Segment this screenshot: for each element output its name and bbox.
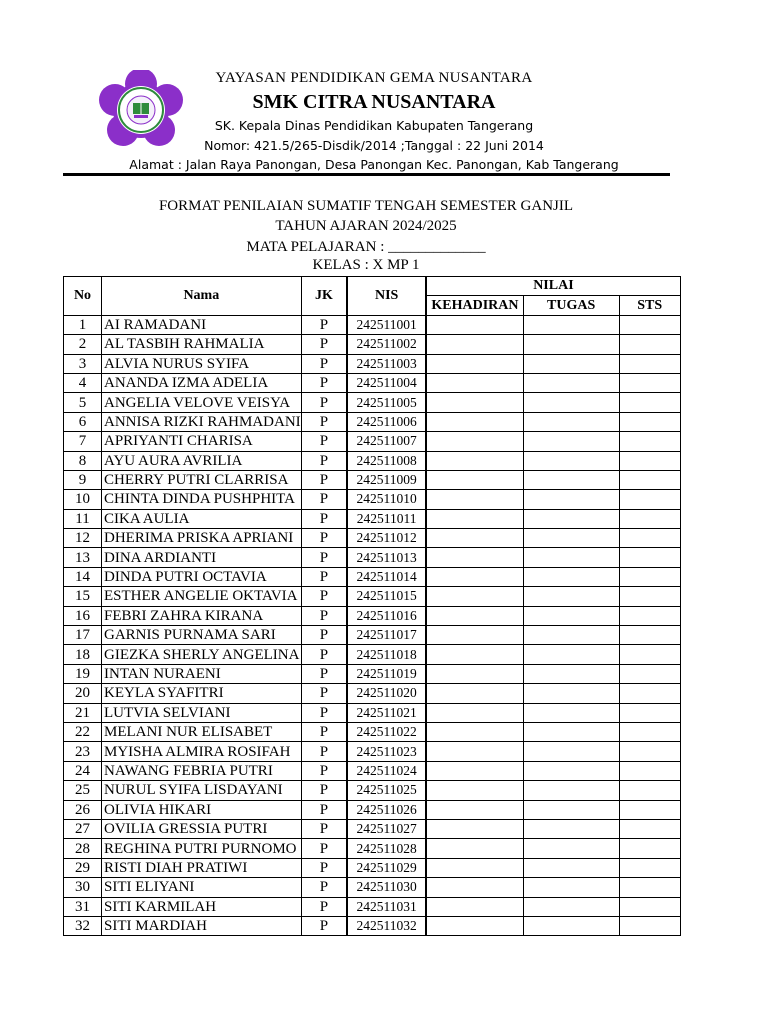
table-row — [64, 335, 681, 354]
col-header-nilai: NILAI — [426, 277, 680, 296]
sts-cell[interactable] — [619, 315, 680, 334]
student-gender: P — [301, 606, 347, 625]
student-gender: P — [301, 664, 347, 683]
student-nis: 242511020 — [347, 684, 426, 703]
school-address: Alamat : Jalan Raya Panongan, Desa Panongan Kec. Panongan, Kab Tangerang — [129, 157, 619, 172]
table-row — [64, 509, 681, 528]
table-row — [64, 393, 681, 412]
tugas-cell[interactable] — [523, 684, 619, 703]
student-name: MYISHA ALMIRA ROSIFAH — [102, 742, 302, 761]
student-name: CHERRY PUTRI CLARRISA — [102, 470, 302, 489]
col-header-nama: Nama — [102, 277, 302, 316]
row-number: 24 — [64, 761, 102, 780]
row-number: 32 — [64, 916, 102, 935]
sts-cell[interactable] — [619, 509, 680, 528]
sts-cell[interactable] — [619, 490, 680, 509]
kehadiran-cell[interactable] — [426, 761, 523, 780]
sts-cell[interactable] — [619, 916, 680, 935]
table-row — [64, 761, 681, 780]
tugas-cell[interactable] — [523, 800, 619, 819]
sts-cell[interactable] — [619, 393, 680, 412]
col-header-jk: JK — [301, 277, 347, 316]
tugas-cell[interactable] — [523, 315, 619, 334]
student-nis: 242511018 — [347, 645, 426, 664]
table-row — [64, 703, 681, 722]
student-name: ESTHER ANGELIE OKTAVIA — [102, 587, 302, 606]
student-nis: 242511028 — [347, 839, 426, 858]
sts-cell[interactable] — [619, 897, 680, 916]
col-header-sts: STS — [619, 296, 680, 315]
kehadiran-cell[interactable] — [426, 781, 523, 800]
student-gender: P — [301, 587, 347, 606]
kehadiran-cell[interactable] — [426, 412, 523, 431]
tugas-cell[interactable] — [523, 761, 619, 780]
row-number: 21 — [64, 703, 102, 722]
tugas-cell[interactable] — [523, 548, 619, 567]
student-name: ANGELIA VELOVE VEISYA — [102, 393, 302, 412]
kehadiran-cell[interactable] — [426, 819, 523, 838]
tugas-cell[interactable] — [523, 897, 619, 916]
table-row — [64, 858, 681, 877]
table-row — [64, 897, 681, 916]
student-gender: P — [301, 645, 347, 664]
row-number: 23 — [64, 742, 102, 761]
student-name: DINDA PUTRI OCTAVIA — [102, 567, 302, 586]
student-gender: P — [301, 839, 347, 858]
kehadiran-cell[interactable] — [426, 393, 523, 412]
table-row — [64, 606, 681, 625]
sts-cell[interactable] — [619, 373, 680, 392]
student-gender: P — [301, 742, 347, 761]
student-nis: 242511031 — [347, 897, 426, 916]
row-number: 26 — [64, 800, 102, 819]
row-number: 19 — [64, 664, 102, 683]
student-nis: 242511007 — [347, 432, 426, 451]
decree-line: SK. Kepala Dinas Pendidikan Kabupaten Tangerang — [214, 118, 534, 133]
row-number: 4 — [64, 373, 102, 392]
tugas-cell[interactable] — [523, 354, 619, 373]
student-name: DHERIMA PRISKA APRIANI — [102, 529, 302, 548]
student-nis: 242511004 — [347, 373, 426, 392]
row-number: 3 — [64, 354, 102, 373]
student-gender: P — [301, 916, 347, 935]
student-name: GARNIS PURNAMA SARI — [102, 626, 302, 645]
school-name: SMK CITRA NUSANTARA — [252, 91, 496, 113]
row-number: 12 — [64, 529, 102, 548]
kehadiran-cell[interactable] — [426, 878, 523, 897]
student-gender: P — [301, 897, 347, 916]
student-gender: P — [301, 470, 347, 489]
kehadiran-cell[interactable] — [426, 606, 523, 625]
kehadiran-cell[interactable] — [426, 373, 523, 392]
kehadiran-cell[interactable] — [426, 432, 523, 451]
student-gender: P — [301, 354, 347, 373]
sts-cell[interactable] — [619, 761, 680, 780]
student-name: LUTVIA SELVIANI — [102, 703, 302, 722]
student-name: FEBRI ZAHRA KIRANA — [102, 606, 302, 625]
student-gender: P — [301, 761, 347, 780]
student-nis: 242511032 — [347, 916, 426, 935]
sts-cell[interactable] — [619, 839, 680, 858]
student-nis: 242511019 — [347, 664, 426, 683]
student-rows — [64, 315, 681, 936]
sts-cell[interactable] — [619, 645, 680, 664]
foundation-name: YAYASAN PENDIDIKAN GEMA NUSANTARA — [215, 70, 533, 86]
student-nis: 242511024 — [347, 761, 426, 780]
row-number: 2 — [64, 335, 102, 354]
table-row — [64, 373, 681, 392]
tugas-cell[interactable] — [523, 645, 619, 664]
row-number: 25 — [64, 781, 102, 800]
tugas-cell[interactable] — [523, 722, 619, 741]
kehadiran-cell[interactable] — [426, 684, 523, 703]
tugas-cell[interactable] — [523, 664, 619, 683]
student-name: DINA ARDIANTI — [102, 548, 302, 567]
student-gender: P — [301, 567, 347, 586]
tugas-cell[interactable] — [523, 781, 619, 800]
sts-cell[interactable] — [619, 335, 680, 354]
student-name: ANANDA IZMA ADELIA — [102, 373, 302, 392]
tugas-cell[interactable] — [523, 819, 619, 838]
sts-cell[interactable] — [619, 587, 680, 606]
student-name: INTAN NURAENI — [102, 664, 302, 683]
sts-cell[interactable] — [619, 451, 680, 470]
tugas-cell[interactable] — [523, 529, 619, 548]
student-gender: P — [301, 393, 347, 412]
table-row — [64, 626, 681, 645]
tugas-cell[interactable] — [523, 335, 619, 354]
sts-cell[interactable] — [619, 722, 680, 741]
row-number: 30 — [64, 878, 102, 897]
table-row — [64, 916, 681, 935]
subject-line: MATA PELAJARAN : _____________ — [246, 239, 486, 255]
table-row — [64, 742, 681, 761]
kehadiran-cell[interactable] — [426, 645, 523, 664]
sts-cell[interactable] — [619, 626, 680, 645]
student-gender: P — [301, 781, 347, 800]
student-nis: 242511014 — [347, 567, 426, 586]
student-nis: 242511011 — [347, 509, 426, 528]
kehadiran-cell[interactable] — [426, 916, 523, 935]
student-gender: P — [301, 315, 347, 334]
tugas-cell[interactable] — [523, 626, 619, 645]
sts-cell[interactable] — [619, 529, 680, 548]
sts-cell[interactable] — [619, 567, 680, 586]
row-number: 22 — [64, 722, 102, 741]
student-gender: P — [301, 432, 347, 451]
student-gender: P — [301, 509, 347, 528]
table-row — [64, 490, 681, 509]
student-gender: P — [301, 684, 347, 703]
row-number: 14 — [64, 567, 102, 586]
student-name: ANNISA RIZKI RAHMADANI — [102, 412, 302, 431]
row-number: 8 — [64, 451, 102, 470]
student-name: ALVIA NURUS SYIFA — [102, 354, 302, 373]
student-gender: P — [301, 858, 347, 877]
student-nis: 242511003 — [347, 354, 426, 373]
row-number: 31 — [64, 897, 102, 916]
kehadiran-cell[interactable] — [426, 567, 523, 586]
student-gender: P — [301, 335, 347, 354]
row-number: 27 — [64, 819, 102, 838]
row-number: 1 — [64, 315, 102, 334]
student-nis: 242511021 — [347, 703, 426, 722]
table-row — [64, 412, 681, 431]
student-nis: 242511015 — [347, 587, 426, 606]
sts-cell[interactable] — [619, 548, 680, 567]
sts-cell[interactable] — [619, 432, 680, 451]
student-nis: 242511023 — [347, 742, 426, 761]
sts-cell[interactable] — [619, 819, 680, 838]
table-row — [64, 819, 681, 838]
sts-cell[interactable] — [619, 703, 680, 722]
class-line: KELAS : X MP 1 — [312, 257, 420, 273]
student-name: APRIYANTI CHARISA — [102, 432, 302, 451]
sts-cell[interactable] — [619, 858, 680, 877]
table-row — [64, 451, 681, 470]
row-number: 6 — [64, 412, 102, 431]
student-nis: 242511009 — [347, 470, 426, 489]
student-nis: 242511029 — [347, 858, 426, 877]
student-gender: P — [301, 451, 347, 470]
kehadiran-cell[interactable] — [426, 897, 523, 916]
kehadiran-cell[interactable] — [426, 626, 523, 645]
student-name: SITI ELIYANI — [102, 878, 302, 897]
row-number: 10 — [64, 490, 102, 509]
col-header-kehadiran: KEHADIRAN — [426, 296, 523, 315]
sts-cell[interactable] — [619, 470, 680, 489]
sts-cell[interactable] — [619, 781, 680, 800]
kehadiran-cell[interactable] — [426, 470, 523, 489]
tugas-cell[interactable] — [523, 703, 619, 722]
table-row — [64, 567, 681, 586]
row-number: 9 — [64, 470, 102, 489]
student-nis: 242511010 — [347, 490, 426, 509]
student-name: AYU AURA AVRILIA — [102, 451, 302, 470]
table-row — [64, 587, 681, 606]
col-header-no: No — [64, 277, 102, 316]
assessment-table — [63, 276, 681, 936]
tugas-cell[interactable] — [523, 490, 619, 509]
row-number: 7 — [64, 432, 102, 451]
academic-year: TAHUN AJARAN 2024/2025 — [275, 218, 457, 234]
table-row — [64, 684, 681, 703]
student-nis: 242511012 — [347, 529, 426, 548]
student-name: NURUL SYIFA LISDAYANI — [102, 781, 302, 800]
student-nis: 242511017 — [347, 626, 426, 645]
sts-cell[interactable] — [619, 354, 680, 373]
tugas-cell[interactable] — [523, 432, 619, 451]
student-name: CHINTA DINDA PUSHPHITA — [102, 490, 302, 509]
student-nis: 242511025 — [347, 781, 426, 800]
kehadiran-cell[interactable] — [426, 742, 523, 761]
student-nis: 242511022 — [347, 722, 426, 741]
row-number: 15 — [64, 587, 102, 606]
student-gender: P — [301, 529, 347, 548]
row-number: 28 — [64, 839, 102, 858]
student-name: MELANI NUR ELISABET — [102, 722, 302, 741]
table-row — [64, 315, 681, 334]
form-title: FORMAT PENILAIAN SUMATIF TENGAH SEMESTER GANJIL — [158, 198, 574, 214]
tugas-cell[interactable] — [523, 606, 619, 625]
col-header-tugas: TUGAS — [523, 296, 619, 315]
row-number: 16 — [64, 606, 102, 625]
kehadiran-cell[interactable] — [426, 490, 523, 509]
table-row — [64, 470, 681, 489]
col-header-nis: NIS — [347, 277, 426, 316]
tugas-cell[interactable] — [523, 373, 619, 392]
table-row — [64, 664, 681, 683]
table-row — [64, 529, 681, 548]
student-nis: 242511030 — [347, 878, 426, 897]
student-name: AL TASBIH RAHMALIA — [102, 335, 302, 354]
kehadiran-cell[interactable] — [426, 354, 523, 373]
tugas-cell[interactable] — [523, 470, 619, 489]
tugas-cell[interactable] — [523, 878, 619, 897]
kehadiran-cell[interactable] — [426, 451, 523, 470]
tugas-cell[interactable] — [523, 858, 619, 877]
student-nis: 242511006 — [347, 412, 426, 431]
student-name: REGHINA PUTRI PURNOMO — [102, 839, 302, 858]
sts-cell[interactable] — [619, 664, 680, 683]
table-row — [64, 645, 681, 664]
row-number: 5 — [64, 393, 102, 412]
student-name: RISTI DIAH PRATIWI — [102, 858, 302, 877]
tugas-cell[interactable] — [523, 567, 619, 586]
tugas-cell[interactable] — [523, 412, 619, 431]
student-name: CIKA AULIA — [102, 509, 302, 528]
kehadiran-cell[interactable] — [426, 315, 523, 334]
kehadiran-cell[interactable] — [426, 722, 523, 741]
student-name: AI RAMADANI — [102, 315, 302, 334]
row-number: 11 — [64, 509, 102, 528]
tugas-cell[interactable] — [523, 509, 619, 528]
student-nis: 242511027 — [347, 819, 426, 838]
row-number: 29 — [64, 858, 102, 877]
tugas-cell[interactable] — [523, 451, 619, 470]
student-nis: 242511013 — [347, 548, 426, 567]
table-row — [64, 839, 681, 858]
row-number: 18 — [64, 645, 102, 664]
kehadiran-cell[interactable] — [426, 664, 523, 683]
sts-cell[interactable] — [619, 412, 680, 431]
student-name: SITI MARDIAH — [102, 916, 302, 935]
student-name: GIEZKA SHERLY ANGELINA — [102, 645, 302, 664]
row-number: 13 — [64, 548, 102, 567]
tugas-cell[interactable] — [523, 916, 619, 935]
kehadiran-cell[interactable] — [426, 839, 523, 858]
sts-cell[interactable] — [619, 800, 680, 819]
student-nis: 242511026 — [347, 800, 426, 819]
student-gender: P — [301, 800, 347, 819]
student-gender: P — [301, 626, 347, 645]
student-gender: P — [301, 548, 347, 567]
student-nis: 242511005 — [347, 393, 426, 412]
student-gender: P — [301, 412, 347, 431]
student-gender: P — [301, 373, 347, 392]
student-nis: 242511002 — [347, 335, 426, 354]
kehadiran-cell[interactable] — [426, 858, 523, 877]
student-name: NAWANG FEBRIA PUTRI — [102, 761, 302, 780]
table-row — [64, 781, 681, 800]
sts-cell[interactable] — [619, 684, 680, 703]
row-number: 20 — [64, 684, 102, 703]
table-row — [64, 432, 681, 451]
table-row — [64, 354, 681, 373]
sts-cell[interactable] — [619, 606, 680, 625]
header-divider — [63, 173, 670, 176]
student-name: OLIVIA HIKARI — [102, 800, 302, 819]
table-row — [64, 800, 681, 819]
tugas-cell[interactable] — [523, 587, 619, 606]
kehadiran-cell[interactable] — [426, 587, 523, 606]
kehadiran-cell[interactable] — [426, 703, 523, 722]
student-gender: P — [301, 703, 347, 722]
tugas-cell[interactable] — [523, 393, 619, 412]
table-row — [64, 878, 681, 897]
student-nis: 242511001 — [347, 315, 426, 334]
student-nis: 242511008 — [347, 451, 426, 470]
kehadiran-cell[interactable] — [426, 529, 523, 548]
kehadiran-cell[interactable] — [426, 800, 523, 819]
kehadiran-cell[interactable] — [426, 548, 523, 567]
row-number: 17 — [64, 626, 102, 645]
sts-cell[interactable] — [619, 878, 680, 897]
student-gender: P — [301, 878, 347, 897]
table-row — [64, 722, 681, 741]
student-gender: P — [301, 819, 347, 838]
student-name: KEYLA SYAFITRI — [102, 684, 302, 703]
student-gender: P — [301, 722, 347, 741]
tugas-cell[interactable] — [523, 742, 619, 761]
kehadiran-cell[interactable] — [426, 509, 523, 528]
decree-number: Nomor: 421.5/265-Disdik/2014 ;Tanggal : 22 Juni 2014 — [204, 138, 544, 153]
student-nis: 242511016 — [347, 606, 426, 625]
kehadiran-cell[interactable] — [426, 335, 523, 354]
student-name: SITI KARMILAH — [102, 897, 302, 916]
table-row — [64, 548, 681, 567]
student-name: OVILIA GRESSIA PUTRI — [102, 819, 302, 838]
student-gender: P — [301, 490, 347, 509]
tugas-cell[interactable] — [523, 839, 619, 858]
sts-cell[interactable] — [619, 742, 680, 761]
